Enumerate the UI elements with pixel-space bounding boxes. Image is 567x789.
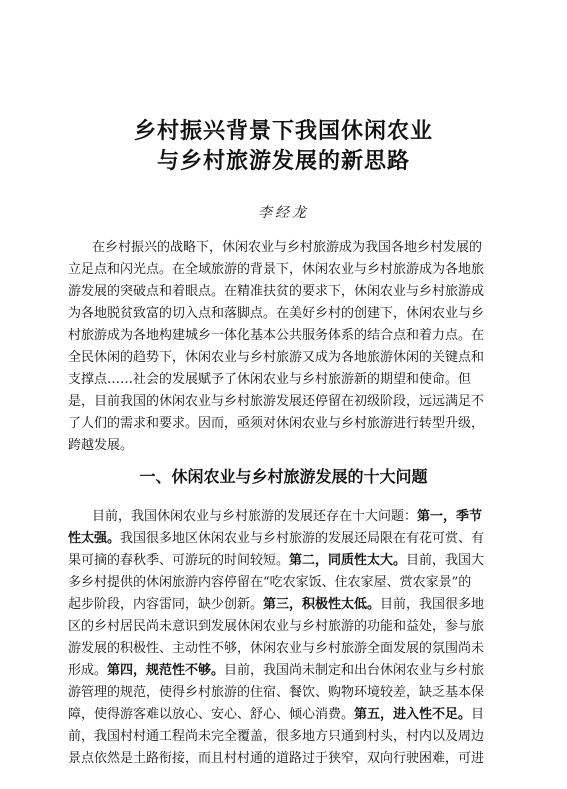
intro-line: 在乡村振兴的战略下，休闲农业与乡村旅游成为我国各地乡村发展的: [92, 240, 483, 255]
body-line: 起步阶段，内容雷同，缺少创新。第三，积极性太低。目前，我国很多地: [68, 597, 485, 612]
intro-line: 全民休闲的趋势下，休闲农业与乡村旅游又成为各地旅游休闲的关键点和: [68, 350, 485, 365]
intro-line: 立足点和闪光点。在全域旅游的背景下，休闲农业与乡村旅游成为各地旅: [68, 262, 485, 277]
body-line: 区的乡村居民尚未意识到发展休闲农业与乡村旅游的功能和益处，参与旅: [68, 619, 485, 634]
intro-line: 跨越发展。: [68, 438, 134, 453]
body-line: 果可摘的春秋季、可游玩的时间较短。第二，同质性太大。目前，我国大: [68, 553, 485, 568]
body-line: 前，我国村村通工程尚未完全覆盖，很多地方只通到村头，村内以及周边: [68, 729, 485, 744]
article-title-line-1: 乡村振兴背景下我国休闲农业: [133, 119, 433, 144]
body-line: 景点依然是土路衔接，而且村村通的道路过于狭窄，双向行驶困难，可进: [68, 751, 485, 766]
intro-line: 游发展的突破点和着眼点。在精准扶贫的要求下，休闲农业与乡村旅游成: [68, 284, 485, 299]
body-line: 性太强。我国很多地区休闲农业与乡村旅游的发展还局限在有花可赏、有: [68, 531, 485, 546]
body-line: 多乡村提供的休闲旅游内容停留在“吃农家饭、住农家屋、赏农家景”的: [68, 575, 472, 590]
intro-line: 支撑点……社会的发展赋予了休闲农业与乡村旅游新的期望和使命。但: [68, 372, 472, 387]
article-title-line-2: 与乡村旅游发展的新思路: [156, 149, 410, 174]
intro-line: 是，目前我国的休闲农业与乡村旅游发展还停留在初级阶段，远远满足不: [68, 394, 485, 409]
intro-line: 为各地脱贫致富的切入点和落脚点。在美好乡村的创建下，休闲农业与乡: [68, 306, 485, 321]
section-heading: 一、休闲农业与乡村旅游发展的十大问题: [139, 467, 428, 486]
body-line: 障，使得游客难以放心、安心、舒心、倾心消费。第五，进入性不足。目: [68, 707, 485, 722]
intro-line: 了人们的需求和要求。因而，亟须对休闲农业与乡村旅游进行转型升级，: [68, 416, 485, 431]
author-name: 李经龙: [258, 205, 309, 221]
body-line: 游发展的积极性、主动性不够，休闲农业与乡村旅游全面发展的氛围尚未: [68, 641, 485, 656]
body-line: 目前，我国休闲农业与乡村旅游的发展还存在十大问题：第一，季节: [92, 509, 483, 524]
body-line: 形成。第四，规范性不够。目前，我国尚未制定和出台休闲农业与乡村旅: [68, 663, 485, 678]
body-line: 游管理的规范，使得乡村旅游的住宿、餐饮、购物环境较差，缺乏基本保: [68, 685, 485, 700]
intro-line: 村旅游成为各地构建城乡一体化基本公共服务体系的结合点和着力点。在: [68, 328, 485, 343]
